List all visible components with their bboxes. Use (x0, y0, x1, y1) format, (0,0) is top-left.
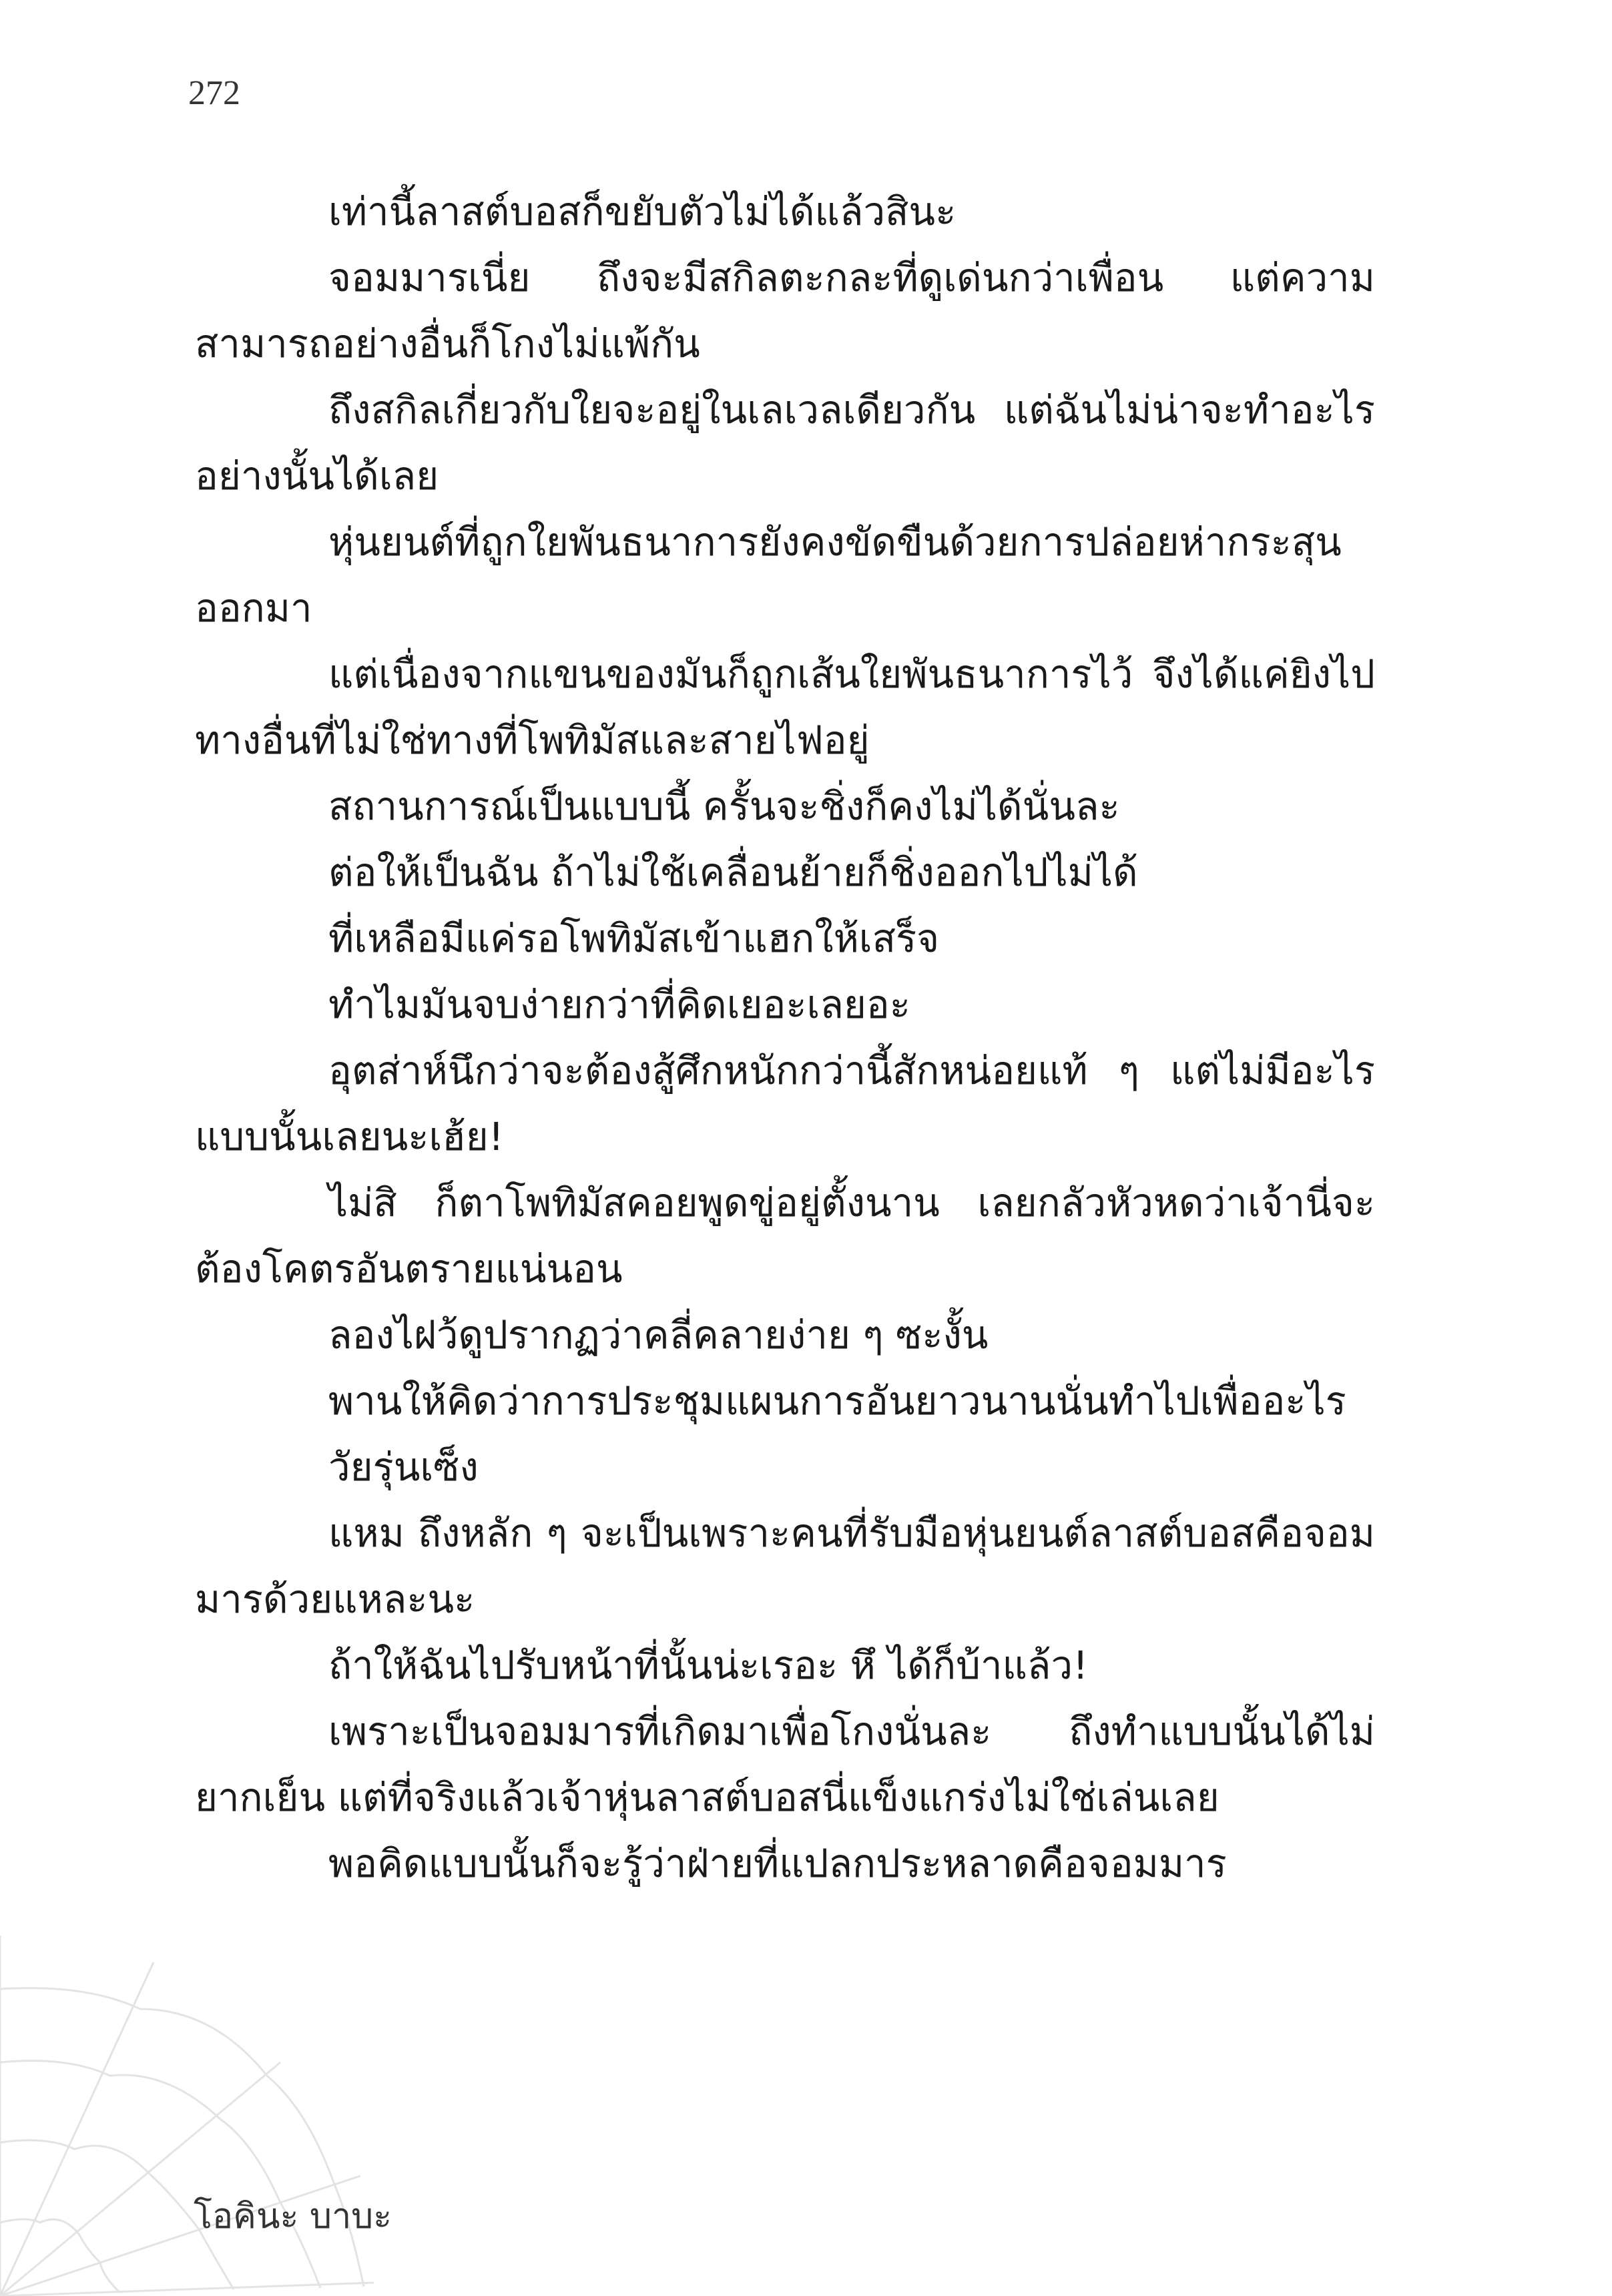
paragraph: พานให้คิดว่าการประชุมแผนการอันยาวนานนั่นทำไปเพื่ออะไร (328, 1378, 1346, 1424)
paragraph: ลองไฝว้ดูปรากฏว่าคลี่คลายง่าย ๆ ซะงั้น (328, 1312, 989, 1358)
paragraph: เพราะเป็นจอมมารที่เกิดมาเพื่อโกงนั่นละ ถึงทำแบบนั้นได้ไม่ยากเย็น แต่ที่จริงแล้วเจ้าหุ่นลาสต์บอสนี่แข็งแกร่งไม่ใช่เล่นเลย (195, 1709, 1375, 1820)
paragraph: วัยรุ่นเซ็ง (328, 1444, 479, 1490)
paragraph: ถ้าให้ฉันไปรับหน้าที่นั้นน่ะเรอะ หึ ได้ก็บ้าแล้ว! (328, 1643, 1089, 1688)
paragraph: ไม่สิ ก็ตาโพทิมัสคอยพูดขู่อยู่ตั้งนาน เลยกลัวหัวหดว่าเจ้านี่จะต้องโคตรอันตรายแน่นอน (195, 1180, 1375, 1292)
paragraph: จอมมารเนี่ย ถึงจะมีสกิลตะกละที่ดูเด่นกว่าเพื่อน แต่ความสามารถอย่างอื่นก็โกงไม่แพ้กัน (195, 255, 1375, 366)
paragraph: พอคิดแบบนั้นก็จะรู้ว่าฝ่ายที่แปลกประหลาดคือจอมมาร (328, 1841, 1227, 1886)
paragraph: ทำไมมันจบง่ายกว่าที่คิดเยอะเลยอะ (328, 982, 910, 1027)
page-number: 272 (188, 74, 240, 112)
paragraph: อุตส่าห์นึกว่าจะต้องสู้ศึกหนักกว่านี้สักหน่อยแท้ ๆ แต่ไม่มีอะไรแบบนั้นเลยนะเฮ้ย! (195, 1048, 1375, 1159)
paragraph: ที่เหลือมีแค่รอโพทิมัสเข้าแฮกให้เสร็จ (328, 916, 940, 961)
paragraph: ถึงสกิลเกี่ยวกับใยจะอยู่ในเลเวลเดียวกัน แต่ฉันไม่น่าจะทำอะไรอย่างนั้นได้เลย (195, 387, 1375, 499)
paragraph: แหม ถึงหลัก ๆ จะเป็นเพราะคนที่รับมือหุ่นยนต์ลาสต์บอสคือจอมมารด้วยแหละนะ (195, 1510, 1375, 1622)
paragraph: เท่านี้ลาสต์บอสก็ขยับตัวไม่ได้แล้วสินะ (328, 189, 957, 234)
footer-title: โอคินะ บาบะ (194, 2197, 392, 2237)
paragraph: หุ่นยนต์ที่ถูกใยพันธนาการยังคงขัดขืนด้วยการปล่อยห่ากระสุนออกมา (195, 519, 1342, 631)
paragraph: สถานการณ์เป็นแบบนี้ ครั้นจะชิ่งก็คงไม่ได้นั่นละ (328, 784, 1120, 829)
paragraph: แต่เนื่องจากแขนของมันก็ถูกเส้นใยพันธนาการไว้ จึงได้แค่ยิงไปทางอื่นที่ไม่ใช่ทางที่โพทิมัสและสายไฟอยู่ (195, 651, 1375, 763)
body-text (195, 179, 1375, 1897)
paragraph: ต่อให้เป็นฉัน ถ้าไม่ใช้เคลื่อนย้ายก็ชิ่งออกไปไม่ได้ (328, 850, 1138, 895)
